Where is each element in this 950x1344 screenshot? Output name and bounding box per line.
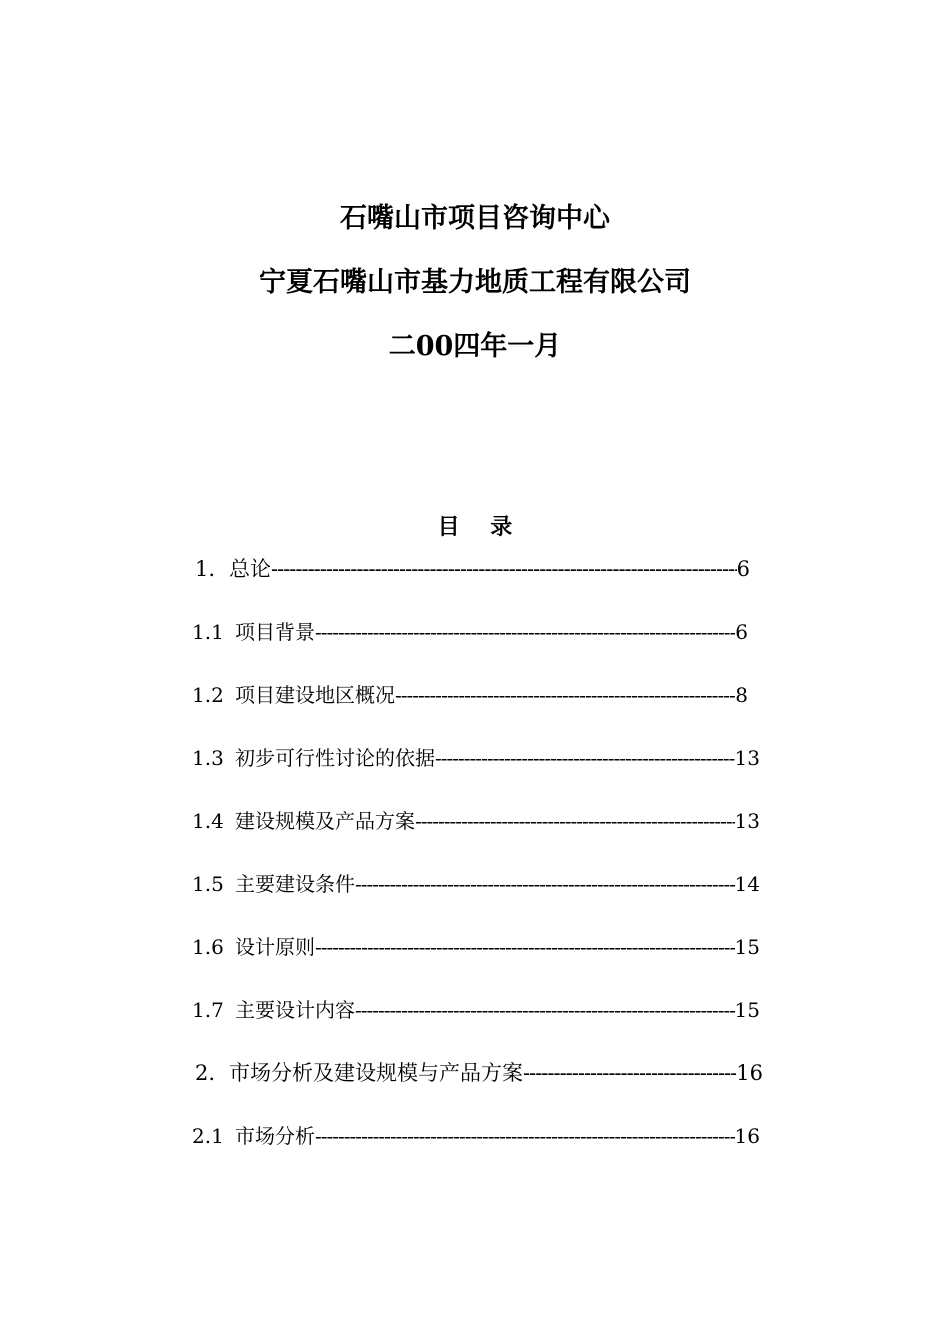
toc-entry-title: 项目建设地区概况	[235, 683, 395, 707]
cover-company: 宁夏石嘴山市基力地质工程有限公司	[259, 267, 691, 298]
toc-entry-title: 市场分析及建设规模与产品方案	[229, 1061, 523, 1085]
toc-entry	[192, 680, 748, 710]
toc-entry-number: 2.1	[192, 1124, 224, 1148]
toc-entry-number: 1.5	[192, 872, 224, 896]
toc-entry	[192, 932, 760, 962]
toc-entry-number: 1.1	[192, 620, 224, 644]
toc-entry-title: 设计原则	[235, 935, 315, 959]
toc-entry-page: 15	[734, 935, 760, 959]
toc-entry-page: 6	[736, 557, 750, 581]
toc-entry-page: 16	[736, 1061, 763, 1085]
toc-entry-title: 主要建设条件	[235, 872, 355, 896]
toc-dot-leader	[435, 743, 735, 773]
toc-entry	[192, 995, 760, 1025]
cover-date: 二00四年一月	[388, 331, 562, 362]
toc-dot-leader	[523, 1058, 736, 1088]
toc-entry-page: 6	[735, 620, 748, 644]
toc-entry	[195, 554, 750, 584]
toc-dot-leader	[415, 806, 735, 836]
toc-dot-leader	[315, 617, 735, 647]
toc-entry-title: 初步可行性讨论的依据	[235, 746, 435, 770]
toc-entry	[192, 743, 760, 773]
toc-entry-number: 1.4	[192, 809, 224, 833]
toc-dot-leader	[355, 869, 735, 899]
toc-entry-title: 总论	[229, 557, 271, 581]
toc-dot-leader	[355, 995, 735, 1025]
toc-entry-page: 15	[734, 998, 760, 1022]
toc-entry-number: 1.6	[192, 935, 224, 959]
toc-entry-number: 1.3	[192, 746, 224, 770]
cover-organization: 石嘴山市项目咨询中心	[340, 203, 610, 234]
toc-entry-title: 市场分析	[235, 1124, 315, 1148]
toc-entry-number: 1.7	[192, 998, 224, 1022]
toc-title: 目 录	[437, 514, 513, 540]
toc-entry-page: 8	[735, 683, 748, 707]
toc-entry	[192, 806, 760, 836]
toc-entry	[195, 1058, 763, 1088]
toc-entry-number: 2.	[195, 1061, 216, 1085]
toc-entry-page: 16	[734, 1124, 760, 1148]
toc-entry-number: 1.	[195, 557, 216, 581]
toc-dot-leader	[315, 1121, 735, 1151]
toc-entry-page: 13	[734, 746, 760, 770]
toc-dot-leader	[271, 554, 737, 584]
toc-entry-number: 1.2	[192, 683, 224, 707]
toc-entry-title: 主要设计内容	[235, 998, 355, 1022]
toc-entry-page: 13	[734, 809, 760, 833]
toc-entry-page: 14	[734, 872, 760, 896]
toc-entry-title: 建设规模及产品方案	[235, 809, 415, 833]
toc-dot-leader	[395, 680, 735, 710]
toc-entry	[192, 1121, 760, 1151]
toc-entry	[192, 617, 748, 647]
toc-entry-title: 项目背景	[235, 620, 315, 644]
toc-entry	[192, 869, 760, 899]
toc-dot-leader	[315, 932, 735, 962]
